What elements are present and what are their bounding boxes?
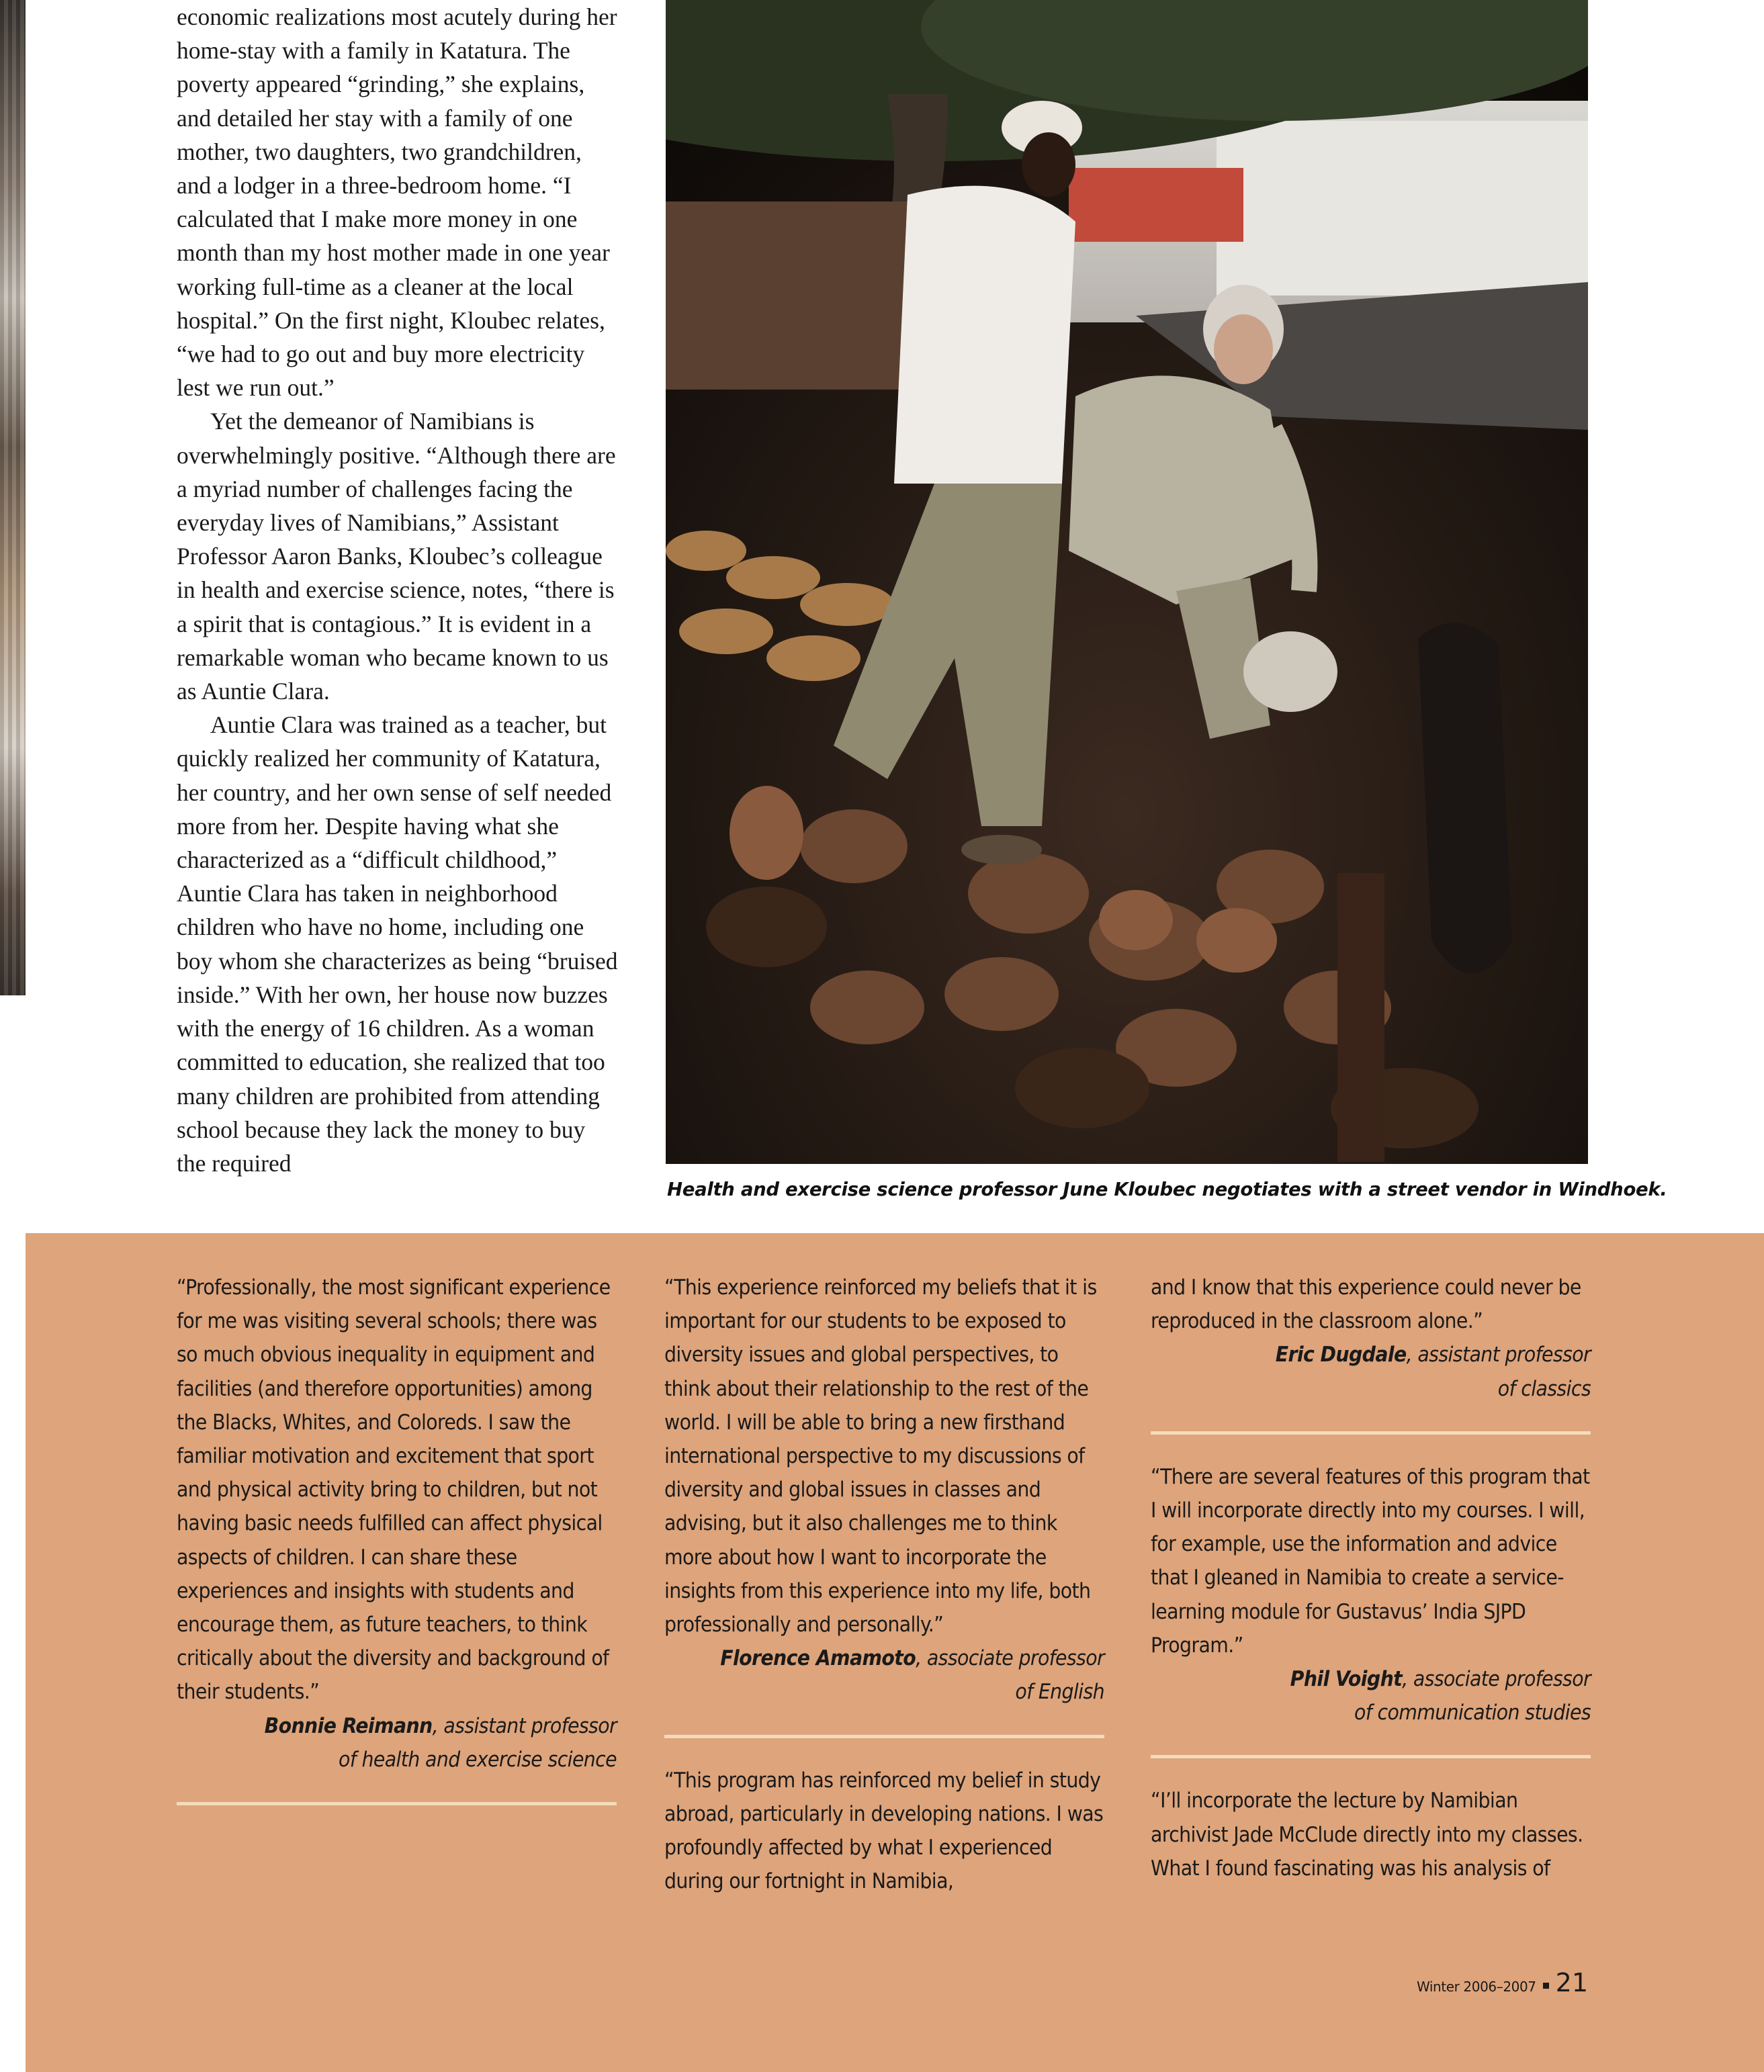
attribution-name: Bonnie Reimann: [264, 1713, 433, 1738]
article-paragraph-1: economic realizations most acutely during her home-stay with a family in Katatura. The poverty appeared “grinding,” she explains, and detailed her stay with a family of one mother, two daughters, two grandchildren, and a lodger in a three-bedroom home. “I calculated that I make more money in one month than my host mother made in one year working full-time as a cleaner at the local hospital.” On the first night, Kloubec relates, “we had to go out and buy more electricity lest we run out.”: [177, 3, 617, 402]
quote-reimann-text: “Professionally, the most significant experience for me was visiting several schools; there was so much obvious inequality in equipment and facilities (and therefore opportunities) among the Blacks, Whites, and Coloreds. I saw the familiar motivation and excitement that sport and physical activity bring to children, but not having basic needs fulfilled can affect physical aspects of children. I can share these experiences and insights with students and encourage them, as future teachers, to think critically about the diversity and background of their students.”: [177, 1275, 611, 1705]
attribution-department: of health and exercise science: [339, 1747, 617, 1772]
attribution-title: , assistant professor: [1406, 1343, 1591, 1367]
article-body: [177, 0, 620, 1180]
attribution-department: of communication studies: [1354, 1701, 1591, 1725]
quote-dugdale-text-end: and I know that this experience could never be reproduced in the classroom alone.”: [1151, 1275, 1581, 1334]
attribution-name: Florence Amamoto: [720, 1646, 916, 1671]
folio-bullet: [1543, 1983, 1549, 1989]
quote-amamoto-attribution: [664, 1641, 1104, 1709]
attribution-title: , assistant professor: [432, 1713, 617, 1738]
attribution-title: , associate professor: [1402, 1667, 1591, 1692]
quotes-column-1: [177, 1271, 617, 1831]
previous-page-photo-edge: [0, 0, 26, 995]
page-folio: [1417, 1968, 1588, 1997]
quote-divider: [177, 1802, 617, 1805]
quote-voight-attribution: [1151, 1662, 1591, 1729]
quote-reimann-attribution: [177, 1709, 617, 1776]
quotes-column-3: [1151, 1271, 1591, 1885]
attribution-department: of classics: [1497, 1376, 1591, 1401]
market-photo-illustration: [666, 0, 1588, 1164]
quote-divider: [1151, 1755, 1591, 1758]
photo-caption: Health and exercise science professor June Kloubec negotiates with a street vendor in Windhoek.: [667, 1179, 1667, 1200]
attribution-title: , associate professor: [916, 1646, 1104, 1671]
attribution-name: Phil Voight: [1290, 1667, 1403, 1692]
quote-mcclude-text: “I’ll incorporate the lecture by Namibian archivist Jade McClude directly into my classes. What I found fascinating was his analysis of: [1151, 1789, 1583, 1881]
quote-divider: [1151, 1431, 1591, 1435]
issue-label: Winter 2006–2007: [1416, 1979, 1536, 1995]
quote-divider: [664, 1735, 1104, 1738]
quotes-column-2: [664, 1271, 1104, 1898]
market-photo: [666, 0, 1588, 1164]
quote-dugdale-attribution: [1151, 1338, 1591, 1405]
article-paragraph-2: Yet the demeanor of Namibians is overwhelmingly positive. “Although there are a myriad number of challenges facing the everyday lives of Namibians,” Assistant Professor Aaron Banks, Kloubec’s colleague in health and exercise science, notes, “there is a spirit that is contagious.” It is evident in a remarkable woman who became known to us as Auntie Clara.: [177, 408, 616, 705]
quote-amamoto-text: “This experience reinforced my beliefs that it is important for our students to be exposed to diversity issues and global perspectives, to think about their relationship to the rest of the world. I will be able to bring a new firsthand international perspective to my discussions of diversity and global issues in classes and advising, but it also challenges me to think more about how I want to incorporate the insights from this experience into my life, both professionally and personally.”: [664, 1275, 1097, 1637]
quote-dugdale-text-start: “This program has reinforced my belief in study abroad, particularly in developing nations. I was profoundly affected by what I experienced during our fortnight in Namibia,: [664, 1768, 1104, 1894]
attribution-name: Eric Dugdale: [1275, 1343, 1407, 1367]
page-number: 21: [1555, 1968, 1588, 1997]
article-paragraph-3: Auntie Clara was trained as a teacher, but quickly realized her community of Katatura, her country, and her own sense of self needed more from her. Despite having what she characterized as a “difficult childhood,” Auntie Clara has taken in neighborhood children who have no home, including one boy whom she characterizes as being “bruised inside.” With her own, her house now buzzes with the energy of 16 children. As a woman committed to education, she realized that too many children are prohibited from attending school because they lack the money to buy the required: [177, 711, 618, 1177]
attribution-department: of English: [1015, 1680, 1104, 1705]
quote-voight-text: “There are several features of this program that I will incorporate directly into my courses. I will, for example, use the information and advice that I gleaned in Namibia to create a service-learning module for Gustavus’ India SJPD Program.”: [1151, 1464, 1590, 1658]
